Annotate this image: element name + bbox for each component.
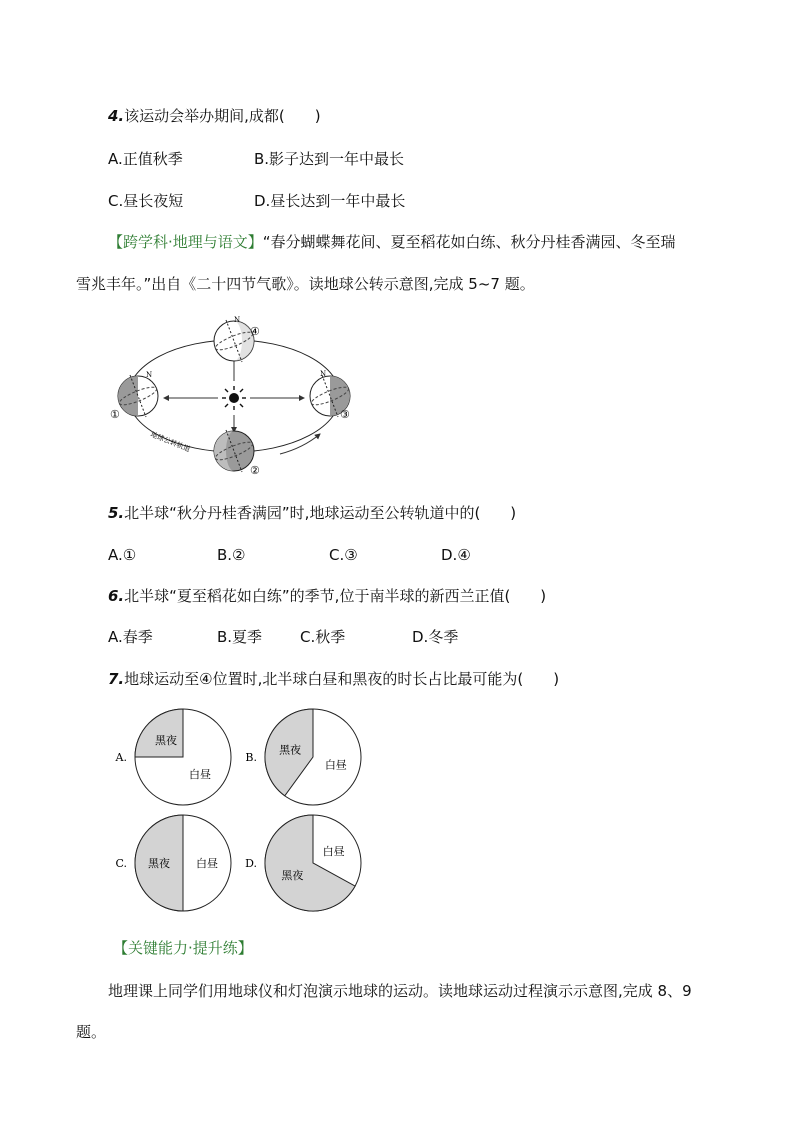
pie-night-wedge xyxy=(135,709,183,757)
pie-day-label: 白昼 xyxy=(324,758,347,772)
pie-option-letter: D. xyxy=(245,857,257,870)
question-text: 北半球“秋分丹桂香满园”时,地球运动至公转轨道中的( ) xyxy=(124,504,517,522)
q4-option-b: B.影子达到一年中最长 xyxy=(254,150,405,168)
question-text: 北半球“夏至稻花如白练”的季节,位于南半球的新西兰正值( ) xyxy=(124,587,547,605)
earth-position-2 xyxy=(214,430,255,472)
q6-option-b: B.夏季 xyxy=(217,628,263,646)
pie-option-a xyxy=(115,709,231,805)
q6-option-d: D.冬季 xyxy=(412,628,459,646)
subject-tag: 【跨学科·地理与语文】 xyxy=(108,233,263,251)
label-pos-2: ② xyxy=(250,464,260,476)
pole-label-3: N xyxy=(320,370,327,378)
pie-night-label: 黑夜 xyxy=(155,734,178,748)
q4-option-a: A.正值秋季 xyxy=(108,150,183,168)
pole-label-4: N xyxy=(234,316,241,324)
label-pos-3: ③ xyxy=(340,408,350,421)
pie-option-letter: A. xyxy=(115,751,127,764)
pie-option-d xyxy=(245,815,361,911)
earth-orbit-diagram xyxy=(108,316,358,476)
q5-option-b: B.② xyxy=(217,546,246,564)
pie-day-label: 白昼 xyxy=(322,844,345,858)
orbit-direction-arrow xyxy=(280,434,320,454)
pie-night-label: 黑夜 xyxy=(148,857,170,870)
pie-day-label: 白昼 xyxy=(196,857,218,870)
q5-option-d: D.④ xyxy=(441,546,471,564)
day-night-pie-options xyxy=(108,703,378,918)
section-title: 【关键能力·提升练】 xyxy=(113,939,253,957)
pie-option-letter: B. xyxy=(245,751,257,764)
label-pos-1: ① xyxy=(110,408,120,421)
intro-line-2: 雪兆丰年。”出自《二十四节气歌》。读地球公转示意图,完成 5~7 题。 xyxy=(76,275,535,293)
label-pos-4: ④ xyxy=(250,325,260,338)
intro-line-1 xyxy=(108,232,676,252)
question-text: 地球运动至④位置时,北半球白昼和黑夜的时长占比最可能为( ) xyxy=(124,670,560,688)
pole-label-1: N xyxy=(146,371,153,379)
q5-option-a: A.① xyxy=(108,546,137,564)
orbit-label: 地球公转轨道 xyxy=(149,430,192,454)
intro-text-1: “春分蝴蝶舞花间、夏至稻花如白练、秋分丹桂香满园、冬至瑞 xyxy=(262,233,676,251)
sun-icon xyxy=(222,386,246,410)
q6-option-a: A.春季 xyxy=(108,628,153,646)
question-text: 该运动会举办期间,成都( ) xyxy=(124,107,321,125)
q6-option-c: C.秋季 xyxy=(300,628,346,646)
pie-option-letter: C. xyxy=(115,857,127,870)
earth-position-4 xyxy=(214,320,255,362)
pie-night-label: 黑夜 xyxy=(279,743,302,757)
earth-position-1 xyxy=(118,375,159,417)
question-5 xyxy=(108,503,516,523)
question-number: 6. xyxy=(108,587,125,605)
q4-option-c: C.昼长夜短 xyxy=(108,192,184,210)
q5-option-c: C.③ xyxy=(329,546,358,564)
pie-option-b xyxy=(245,709,361,805)
q4-option-d: D.昼长达到一年中最长 xyxy=(254,192,406,210)
intro2-line-1: 地理课上同学们用地球仪和灯泡演示地球的运动。读地球运动过程演示示意图,完成 8、9 xyxy=(108,982,692,1000)
intro2-line-2: 题。 xyxy=(76,1023,107,1041)
question-4 xyxy=(108,106,321,126)
pie-day-label: 白昼 xyxy=(188,767,211,781)
pie-option-c xyxy=(115,815,231,911)
question-number: 5. xyxy=(108,504,125,522)
question-7 xyxy=(108,669,559,689)
question-6 xyxy=(108,586,546,606)
question-number: 7. xyxy=(108,670,125,688)
pie-night-label: 黑夜 xyxy=(281,869,304,883)
question-number: 4. xyxy=(108,107,125,125)
